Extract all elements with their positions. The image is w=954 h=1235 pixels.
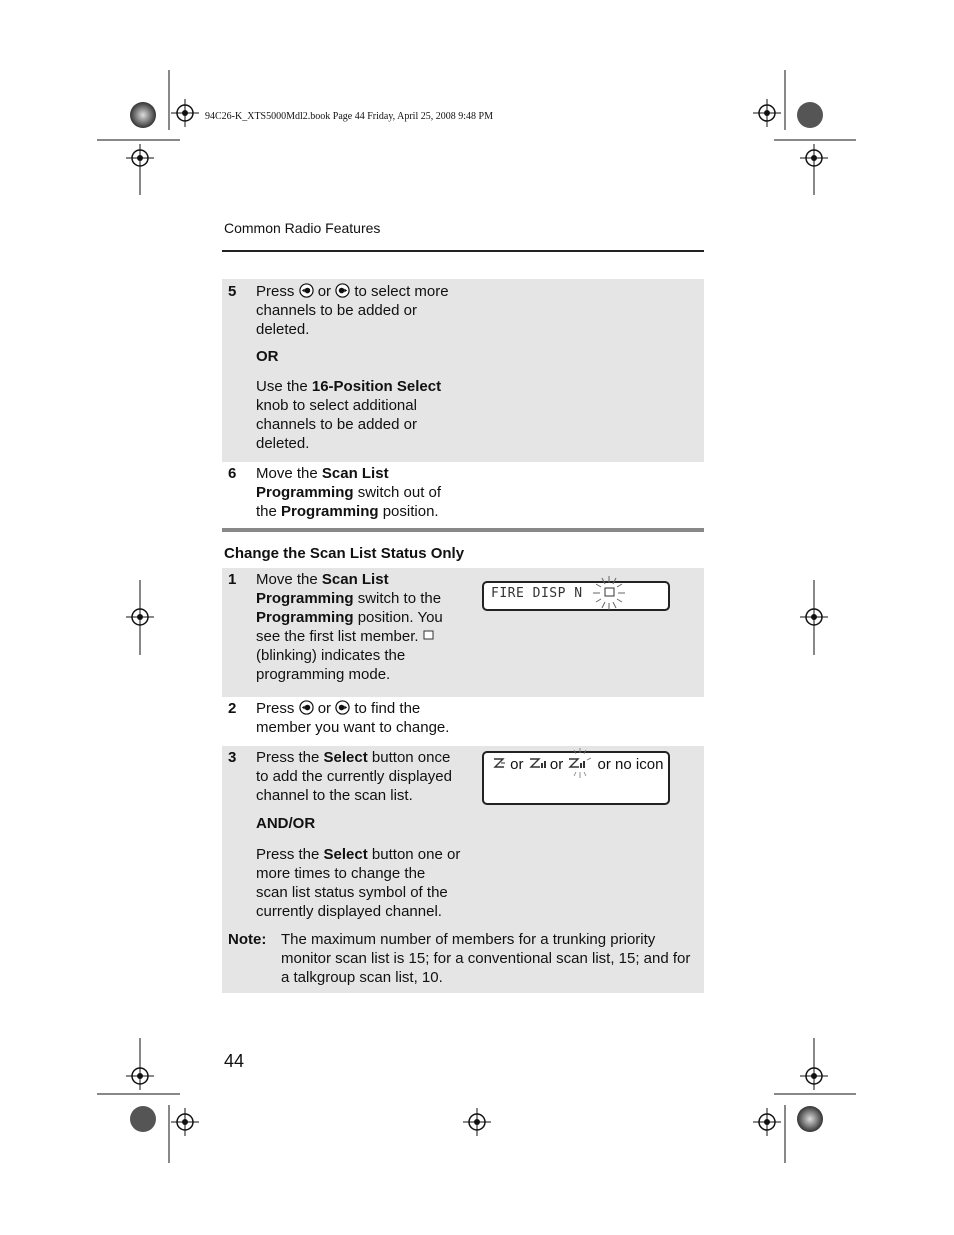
radio-display: [482, 581, 670, 611]
priority-scan-icon: [528, 756, 546, 770]
print-slug: 94C26-K_XTS5000Mdl2.book Page 44 Friday, April 25, 2008 9:48 PM: [205, 111, 493, 122]
registration-mark-icon: [753, 99, 781, 127]
step-text: Press or to select more channels to be added or deleted. OR Use the 16-Position Select knob to select additional channels to be added or deleted.: [256, 283, 449, 452]
running-head: Common Radio Features: [224, 220, 381, 236]
note-label: Note:: [228, 931, 267, 948]
registration-mark-icon: [463, 1108, 491, 1136]
registration-mark-icon: [753, 1108, 781, 1136]
display-text: FIRE DISP N: [491, 586, 583, 601]
section-title: Change the Scan List Status Only: [224, 545, 465, 562]
starburst-icon: [130, 102, 156, 128]
registration-mark-icon: [800, 1062, 828, 1090]
right-button-icon: [335, 700, 350, 715]
header-rule: [222, 250, 704, 252]
step-text: Press the Select button once to add the currently displayed channel to the scan list. AND/OR Press the Select button one or more times to change the scan list status symbol of the currently displayed channel.: [256, 749, 461, 920]
step-number: 5: [228, 283, 237, 300]
step-row: [222, 279, 704, 462]
starburst-icon: [797, 102, 823, 128]
registration-mark-icon: [126, 603, 154, 631]
step-text: Press or to find the member you want to change.: [256, 700, 450, 736]
step-row: [222, 697, 704, 746]
left-button-icon: [299, 700, 314, 715]
registration-mark-icon: [800, 144, 828, 172]
step-row: [222, 568, 704, 697]
blinking-icon: [586, 574, 632, 614]
step-number: 6: [228, 465, 237, 482]
step-row: [222, 746, 704, 993]
step-number: 3: [228, 749, 237, 766]
starburst-icon: [797, 1106, 823, 1132]
page-number: 44: [224, 1051, 245, 1071]
priority-scan-icon: [567, 756, 593, 770]
step-row: [222, 462, 704, 528]
note-text: The maximum number of members for a trunking priority monitor scan list is 15; for a conventional scan list, 15; and for a talkgroup scan list, 10.: [281, 931, 691, 986]
step-text: Move the Scan List Programming switch to the Programming position. You see the first list member. (blinking) indicates the programming mode.: [256, 571, 443, 683]
registration-mark-icon: [126, 1062, 154, 1090]
registration-mark-icon: [126, 144, 154, 172]
section-rule: [222, 528, 704, 532]
radio-display: [482, 751, 670, 805]
step-text: Move the Scan List Programming switch out of the Programming position.: [256, 465, 442, 520]
step-number: 1: [228, 571, 237, 588]
registration-mark-icon: [800, 603, 828, 631]
registration-mark-icon: [171, 99, 199, 127]
right-button-icon: [335, 283, 350, 298]
scan-list-icon: [492, 756, 506, 770]
starburst-icon: [130, 1106, 156, 1132]
scan-list-box-icon: [423, 630, 434, 641]
registration-mark-icon: [171, 1108, 199, 1136]
step-number: 2: [228, 700, 237, 717]
display-icons: or or or no icon: [492, 756, 663, 773]
left-button-icon: [299, 283, 314, 298]
